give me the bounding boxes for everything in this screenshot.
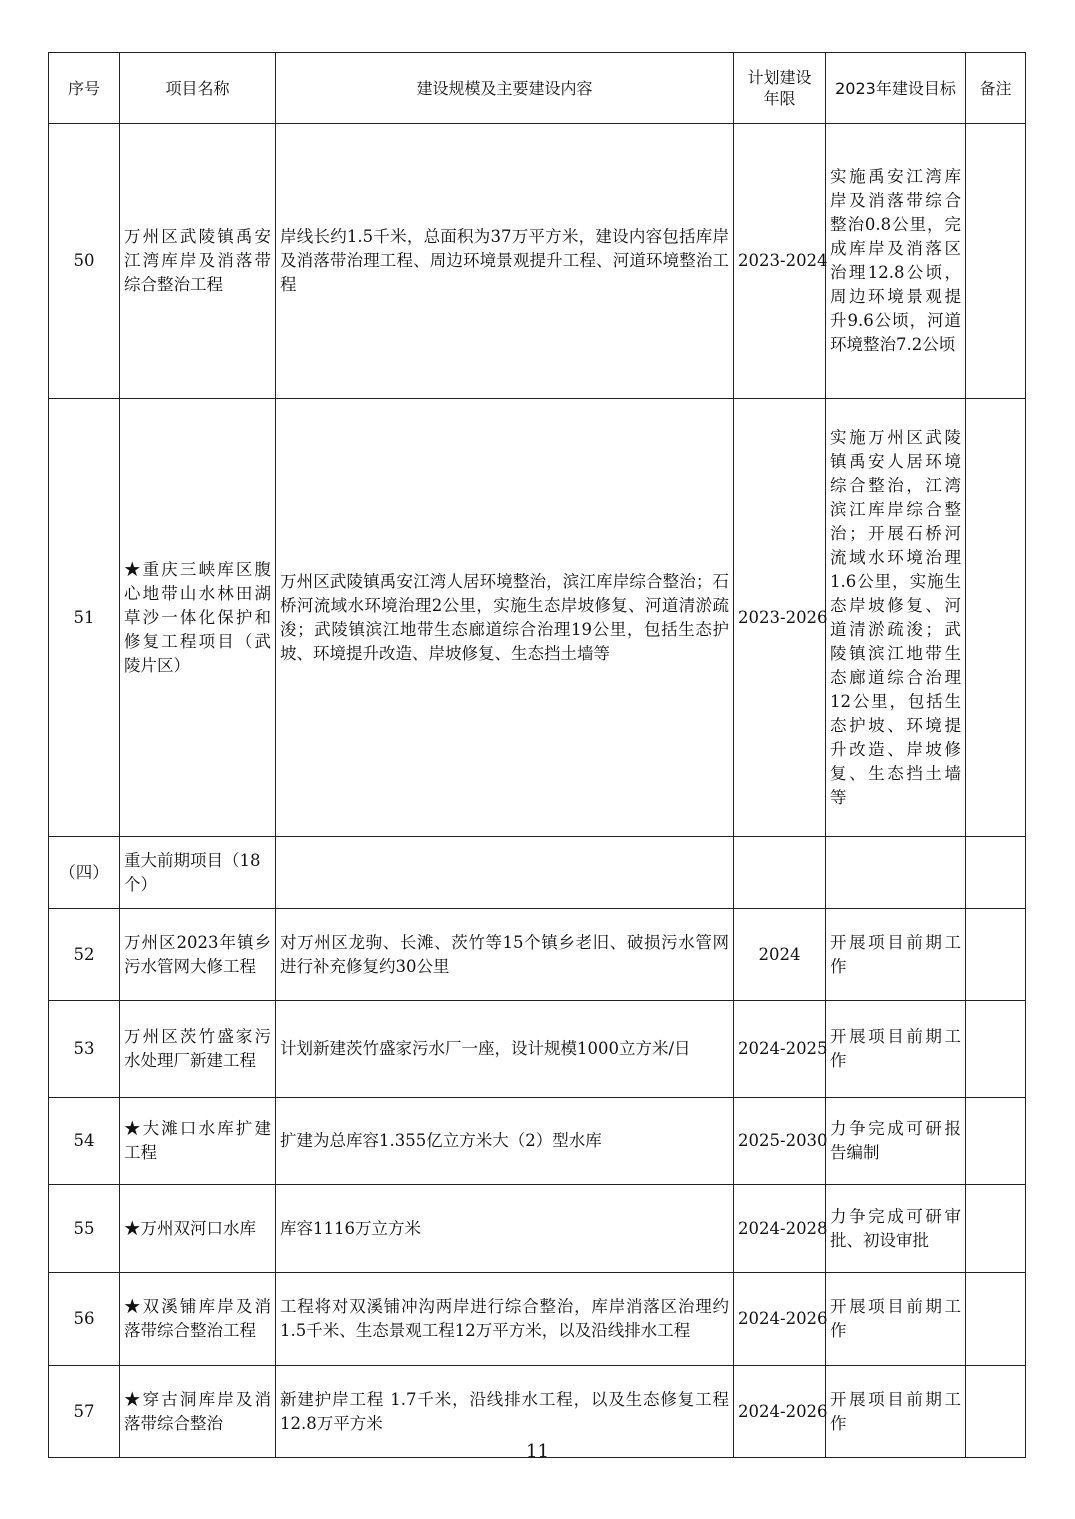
row-content: 工程将对双溪铺冲沟两岸进行综合整治，库岸消落区治理约 1.5千米、生态景观工程12万平方米，以及沿线排水工程 (276, 1273, 734, 1366)
row-project-name: ★重庆三峡库区腹心地带山水林田湖草沙一体化保护和修复工程项目（武陵片区） (120, 399, 276, 837)
project-table (48, 52, 1026, 1458)
section-empty-cell (826, 837, 966, 909)
row-number: 53 (49, 1001, 120, 1098)
row-project-name: 万州区茨竹盛家污水处理厂新建工程 (120, 1001, 276, 1098)
table-row (49, 1273, 1026, 1366)
header-remark: 备注 (966, 53, 1026, 124)
header-planned-period: 计划建设年限 (734, 53, 826, 124)
row-remark (966, 399, 1026, 837)
row-remark (966, 909, 1026, 1001)
row-number: 52 (49, 909, 120, 1001)
row-period: 2024 (734, 909, 826, 1001)
row-content: 对万州区龙驹、长滩、茨竹等15个镇乡老旧、破损污水管网进行补充修复约30公里 (276, 909, 734, 1001)
row-remark (966, 1098, 1026, 1185)
row-project-name: ★双溪铺库岸及消落带综合整治工程 (120, 1273, 276, 1366)
row-period: 2023-2026 (734, 399, 826, 837)
row-period: 2024-2028 (734, 1185, 826, 1273)
header-serial-number: 序号 (49, 53, 120, 124)
row-number: 55 (49, 1185, 120, 1273)
page-number: 11 (526, 1441, 549, 1462)
row-project-name: ★万州双河口水库 (120, 1185, 276, 1273)
header-2023-goal: 2023年建设目标 (826, 53, 966, 124)
row-goal: 力争完成可研报告编制 (826, 1098, 966, 1185)
row-content: 岸线长约1.5千米，总面积为37万平方米，建设内容包括库岸及消落带治理工程、周边环境景观提升工程、河道环境整治工程 (276, 124, 734, 399)
header-project-name: 项目名称 (120, 53, 276, 124)
table-row (49, 399, 1026, 837)
row-period: 2023-2024 (734, 124, 826, 399)
row-project-name: 万州区2023年镇乡污水管网大修工程 (120, 909, 276, 1001)
table-row (49, 1185, 1026, 1273)
row-goal: 力争完成可研审批、初设审批 (826, 1185, 966, 1273)
row-goal: 实施万州区武陵镇禹安人居环境综合整治，江湾滨江库岸综合整治；开展石桥河流域水环境治理1.6公里，实施生态岸坡修复、河道清淤疏浚；武陵镇滨江地带生态廊道综合治理12公里，包括生态护坡、环境提升改造、岸坡修复、生态挡土墙等 (826, 399, 966, 837)
row-goal: 开展项目前期工作 (826, 1366, 966, 1458)
section-empty-cell (734, 837, 826, 909)
row-remark (966, 1001, 1026, 1098)
row-remark (966, 1273, 1026, 1366)
row-content: 库容1116万立方米 (276, 1185, 734, 1273)
section-empty-cell (276, 837, 734, 909)
row-number: 57 (49, 1366, 120, 1458)
row-goal: 开展项目前期工作 (826, 1001, 966, 1098)
row-period: 2024-2026 (734, 1273, 826, 1366)
row-content: 扩建为总库容1.355亿立方米大（2）型水库 (276, 1098, 734, 1185)
row-period: 2025-2030 (734, 1098, 826, 1185)
table-header-row (49, 53, 1026, 124)
row-number: 56 (49, 1273, 120, 1366)
row-project-name: 万州区武陵镇禹安江湾库岸及消落带综合整治工程 (120, 124, 276, 399)
row-period: 2024-2026 (734, 1366, 826, 1458)
row-content: 新建护岸工程 1.7千米，沿线排水工程，以及生态修复工程12.8万平方米 (276, 1366, 734, 1458)
row-content: 计划新建茨竹盛家污水厂一座，设计规模1000立方米/日 (276, 1001, 734, 1098)
row-goal: 实施禹安江湾库岸及消落带综合整治0.8公里，完成库岸及消落区治理12.8公顷，周边环境景观提升9.6公顷，河道环境整治7.2公顷 (826, 124, 966, 399)
table-row (49, 909, 1026, 1001)
section-title: 重大前期项目（18个） (120, 837, 276, 909)
table-row (49, 124, 1026, 399)
row-project-name: ★大滩口水库扩建工程 (120, 1098, 276, 1185)
row-number: 51 (49, 399, 120, 837)
row-remark (966, 1185, 1026, 1273)
row-period: 2024-2025 (734, 1001, 826, 1098)
header-construction-content: 建设规模及主要建设内容 (276, 53, 734, 124)
row-goal: 开展项目前期工作 (826, 909, 966, 1001)
row-number: 54 (49, 1098, 120, 1185)
row-content: 万州区武陵镇禹安江湾人居环境整治，滨江库岸综合整治；石桥河流域水环境治理2公里，实施生态岸坡修复、河道清淤疏浚；武陵镇滨江地带生态廊道综合治理19公里，包括生态护坡、环境提升改造、岸坡修复、生态挡土墙等 (276, 399, 734, 837)
row-number: 50 (49, 124, 120, 399)
row-goal: 开展项目前期工作 (826, 1273, 966, 1366)
table-row (49, 1098, 1026, 1185)
section-empty-cell (966, 837, 1026, 909)
row-remark (966, 124, 1026, 399)
row-project-name: ★穿古洞库岸及消落带综合整治 (120, 1366, 276, 1458)
section-row (49, 837, 1026, 909)
section-number: （四） (49, 837, 120, 909)
table-row (49, 1001, 1026, 1098)
